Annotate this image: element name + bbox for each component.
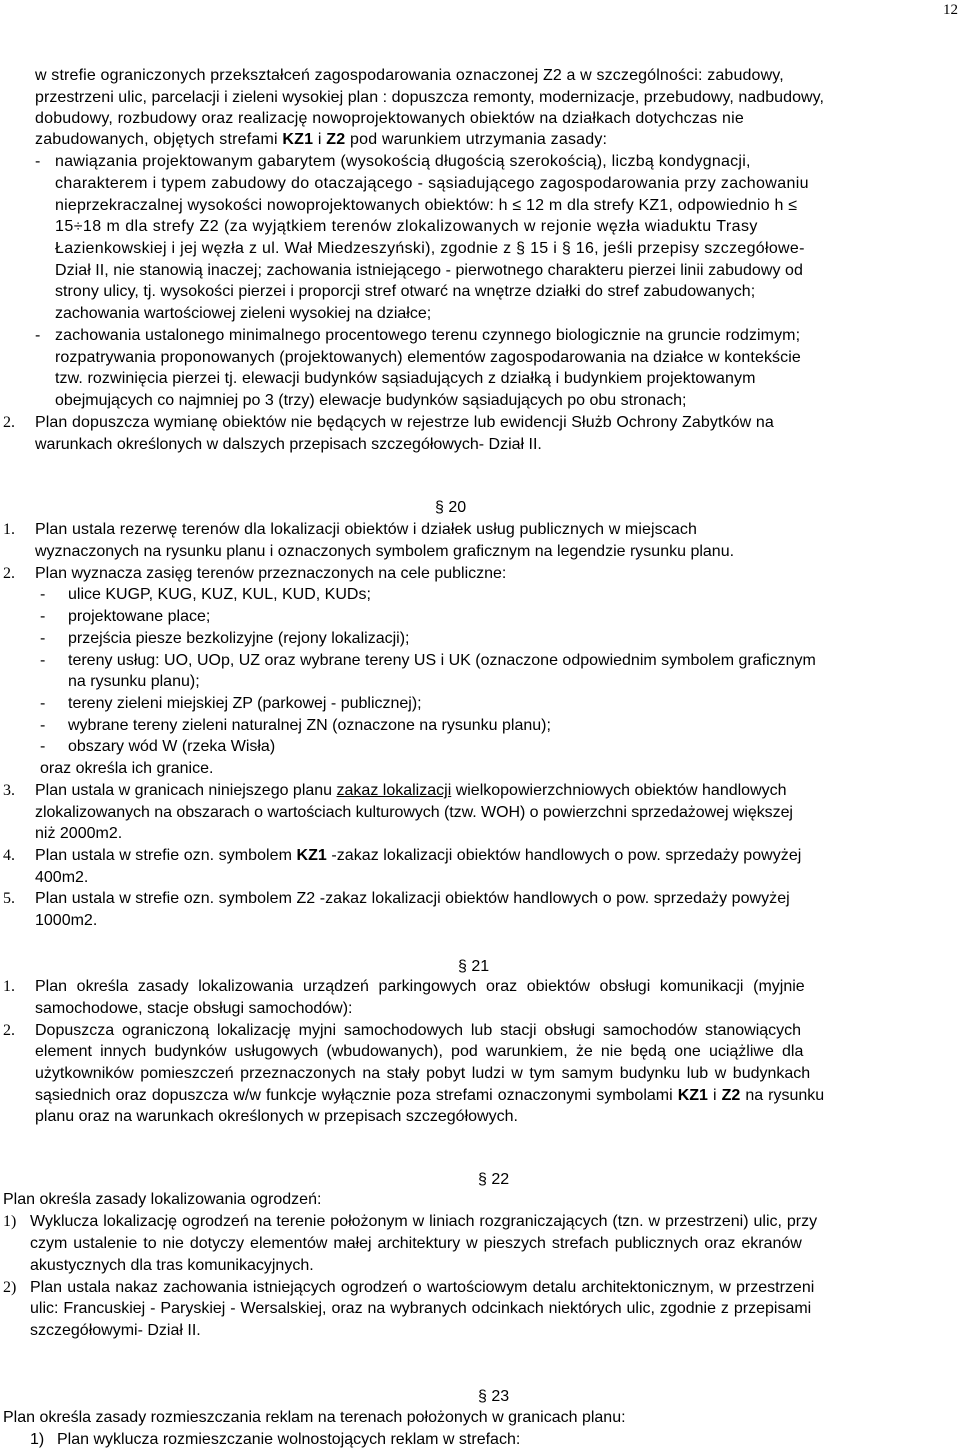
- text-run: Plan ustala w strefie ozn. symbolem: [35, 847, 297, 864]
- bullet-dash: -: [40, 586, 46, 603]
- item-line: Plan dopuszcza wymianę obiektów nie będących w rejestrze lub ewidencji Służb Ochrony Zabytków na: [35, 414, 774, 431]
- text-run: wielkopowierzchniowych obiektów handlowych: [451, 782, 787, 799]
- item-line: akustycznych dla tras komunikacyjnych.: [30, 1257, 314, 1274]
- item-line: ulic: Francuskiej - Paryskiej - Wersalskiej, oraz na wybranych odcinkach niektórych ulic, zgodnie z przepisami: [30, 1300, 812, 1317]
- item-number: 2.: [3, 414, 15, 431]
- page-number: 12: [943, 2, 958, 18]
- bullet-dash: -: [40, 652, 46, 669]
- item-line: czym ustalenie to nie dotyczy elementów małej architektury w pieszych strefach publicznych oraz ekranów: [30, 1235, 802, 1252]
- bullet-dash: -: [35, 153, 41, 170]
- bullet-line: Łazienkowskiej i jej węzła z ul. Wał Miedzeszyński), zgodnie z § 15 i § 16, jeśli przepisy szczegółowe-: [55, 240, 805, 257]
- item-line: niż 2000m2.: [35, 825, 123, 842]
- item-line: [35, 1085, 824, 1107]
- text-run: zabudowanych, objętych strefami: [35, 131, 283, 148]
- item-line: 1000m2.: [35, 912, 98, 929]
- paragraph-line: w strefie ograniczonych przekształceń zagospodarowania oznaczonej Z2 a w szczególności: zabudowy,: [35, 67, 784, 84]
- bullet-dash: -: [40, 630, 46, 647]
- item-line: [35, 845, 801, 867]
- item-number: 3.: [3, 782, 15, 799]
- bullet-line: tzw. rozwinięcia pierzei tj. elewacji budynków sąsiadujących z działką i budynkiem projektowanym: [55, 370, 756, 387]
- bullet-line: Dział II, nie stanowią inaczej; zachowania istniejącego - pierwotnego charakteru pierzei linii zabudowy od: [55, 262, 803, 279]
- bullet-line: 15÷18 m dla strefy Z2 (za wyjątkiem terenów zlokalizowanych w rejonie węzła wiaduktu Trasy: [55, 218, 758, 235]
- list-item: wybrane tereny zieleni naturalnej ZN (oznaczone na rysunku planu);: [68, 717, 551, 734]
- text-run: sąsiednich oraz dopuszcza w/w funkcje wyłącznie poza strefami oznaczonymi symbolami: [35, 1087, 678, 1104]
- paragraph-line: [35, 129, 607, 151]
- text-run: i: [707, 1087, 722, 1104]
- item-line: Plan ustala w strefie ozn. symbolem Z2 -zakaz lokalizacji obiektów handlowych o pow. sprzedaży powyżej: [35, 890, 790, 907]
- item-number: 1): [30, 1431, 45, 1448]
- underlined-text: zakaz lokalizacji: [336, 782, 452, 799]
- item-number: 5.: [3, 890, 15, 907]
- section-heading: § 20: [435, 499, 467, 516]
- section-intro: Plan określa zasady lokalizowania ogrodzeń:: [3, 1191, 322, 1208]
- list-item: tereny zieleni miejskiej ZP (parkowej - publicznej);: [68, 695, 422, 712]
- bullet-line: rozpatrywania proponowanych (projektowanych) elementów zagospodarowania na działce w kontekście: [55, 349, 801, 366]
- text-run: -zakaz lokalizacji obiektów handlowych o pow. sprzedaży powyżej: [326, 847, 802, 864]
- bullet-line: strony ulicy, tj. wysokości pierzei i proporcji stref otwarć na wnętrze działki do stref zabudowanych;: [55, 283, 756, 300]
- paragraph-line: przestrzeni ulic, parcelacji i zieleni wysokiej plan : dopuszcza remonty, modernizacje, przebudowy, nadbudowy,: [35, 89, 824, 106]
- item-line: Dopuszcza ograniczoną lokalizację myjni samochodowych lub stacji obsługi samochodów stanowiących: [35, 1022, 802, 1039]
- bullet-line: zachowania wartościowej zieleni wysokiej na działce;: [55, 305, 432, 322]
- section-heading: § 21: [458, 958, 490, 975]
- list-tail: oraz określa ich granice.: [40, 760, 214, 777]
- zone-symbol-z2: Z2: [326, 131, 346, 148]
- list-item: tereny usług: UO, UOp, UZ oraz wybrane tereny US i UK (oznaczone odpowiednim symbolem graficznym: [68, 652, 816, 669]
- item-number: 4.: [3, 847, 15, 864]
- bullet-line: obejmujących co najmniej po 3 (trzy) elewacje budynków sąsiadujących po obu stronach;: [55, 392, 687, 409]
- bullet-dash: -: [40, 695, 46, 712]
- item-number: 1.: [3, 978, 15, 995]
- item-line: samochodowe, stacje obsługi samochodów):: [35, 1000, 353, 1017]
- zone-symbol-kz1: KZ1: [282, 131, 314, 148]
- item-number: 2.: [3, 565, 15, 582]
- item-line: Plan określa zasady lokalizowania urządzeń parkingowych oraz obiektów obsługi komunikacji (myjnie: [35, 978, 805, 995]
- item-line: zlokalizowanych na obszarach o wartościach kulturowych (tzw. WOH) o powierzchni sprzedażowej większej: [35, 804, 793, 821]
- bullet-line: zachowania ustalonego minimalnego procentowego terenu czynnego biologicznie na gruncie rodzimym;: [55, 327, 801, 344]
- text-run: na rysunku: [740, 1087, 825, 1104]
- item-number: 1.: [3, 521, 15, 538]
- bullet-dash: -: [40, 608, 46, 625]
- list-item: projektowane place;: [68, 608, 211, 625]
- section-heading: § 22: [478, 1171, 510, 1188]
- section-intro: Plan określa zasady rozmieszczania reklam na terenach położonych w granicach planu:: [3, 1409, 626, 1426]
- bullet-line: nawiązania projektowanym gabarytem (wysokością długością szerokością), liczbą kondygnacji,: [55, 153, 751, 170]
- list-item: na rysunku planu);: [68, 673, 200, 690]
- item-line: 400m2.: [35, 869, 89, 886]
- bullet-line: charakterem i typem zabudowy do otaczającego - sąsiadującego zagospodarowania przy zachowaniu: [55, 175, 809, 192]
- item-line: Plan ustala rezerwę terenów dla lokalizacji obiektów i działek usług publicznych w miejscach: [35, 521, 697, 538]
- bullet-dash: -: [35, 327, 41, 344]
- item-line: Plan wyznacza zasięg terenów przeznaczonych na cele publiczne:: [35, 565, 507, 582]
- paragraph-line: dobudowy, rozbudowy oraz realizację nowoprojektowanych obiektów na działkach dotychczas nie: [35, 110, 744, 127]
- item-number: 1): [3, 1213, 17, 1230]
- item-line: [35, 780, 787, 802]
- zone-symbol-z2: Z2: [721, 1087, 741, 1104]
- list-item: obszary wód W (rzeka Wisła): [68, 738, 276, 755]
- item-line: warunkach określonych w dalszych przepisach szczegółowych- Dział II.: [35, 436, 542, 453]
- item-line: użytkowników pomieszczeń przeznaczonych na stały pobyt ludzi w tym samym budynku lub w budynkach: [35, 1065, 811, 1082]
- text-run: i: [313, 131, 327, 148]
- text-run: Plan ustala w granicach niniejszego planu: [35, 782, 337, 799]
- zone-symbol-kz1: KZ1: [677, 1087, 708, 1104]
- item-line: szczegółowymi- Dział II.: [30, 1322, 201, 1339]
- item-line: Plan wyklucza rozmieszczanie wolnostojących reklam w strefach:: [57, 1431, 521, 1448]
- list-item: ulice KUGP, KUG, KUZ, KUL, KUD, KUDs;: [68, 586, 371, 603]
- item-number: 2.: [3, 1022, 15, 1039]
- item-line: Plan ustala nakaz zachowania istniejących ogrodzeń o wartościowym detalu architektonicznym, w przestrzeni: [30, 1279, 815, 1296]
- item-line: planu oraz na warunkach określonych w przepisach szczegółowych.: [35, 1108, 518, 1125]
- bullet-dash: -: [40, 717, 46, 734]
- text-run: pod warunkiem utrzymania zasady:: [345, 131, 608, 148]
- item-line: wyznaczonych na rysunku planu i oznaczonych symbolem graficznym na legendzie rysunku planu.: [35, 543, 735, 560]
- list-item: przejścia piesze bezkolizyjne (rejony lokalizacji);: [68, 630, 410, 647]
- zone-symbol-kz1: KZ1: [296, 847, 327, 864]
- section-heading: § 23: [478, 1388, 510, 1405]
- bullet-dash: -: [40, 738, 46, 755]
- item-line: Wyklucza lokalizację ogrodzeń na terenie położonym w liniach rozgraniczających (tzn. w przestrzeni) ulic, przy: [30, 1213, 818, 1230]
- bullet-line: nieprzekraczalnej wysokości nowoprojektowanych obiektów: h ≤ 12 m dla strefy KZ1, odpowiednio h ≤: [55, 197, 798, 214]
- item-line: element innych budynków usługowych (wbudowanych), pod warunkiem, że nie będą one uciążliwe dla: [35, 1043, 804, 1060]
- item-number: 2): [3, 1279, 17, 1296]
